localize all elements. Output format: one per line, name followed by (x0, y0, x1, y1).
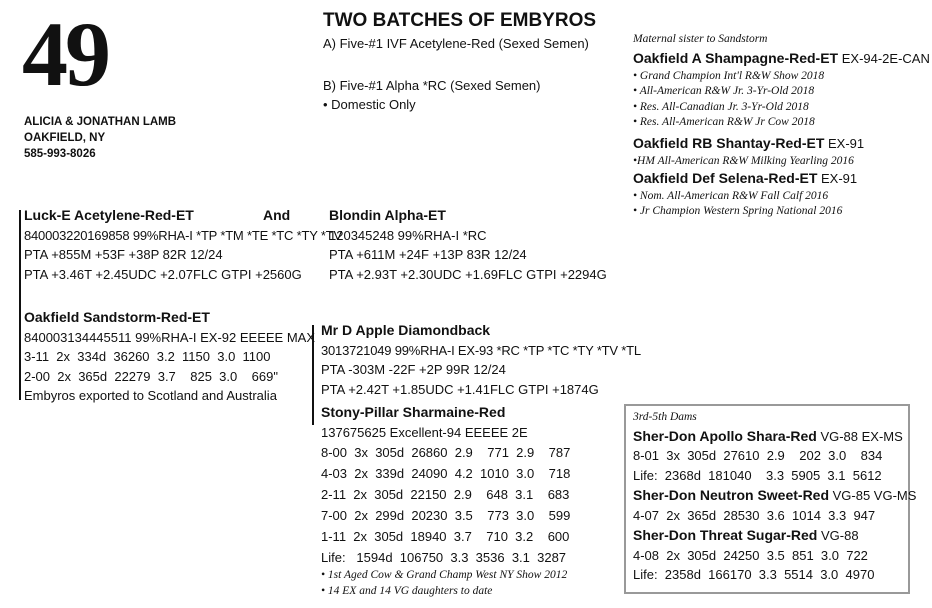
sister-1-note: • Grand Champion Int'l R&W Show 2018 (633, 69, 825, 82)
sire-1-pta-production: PTA +855M +53F +38P 82R 12/24 (24, 247, 223, 262)
batch-b: B) Five-#1 Alpha *RC (Sexed Semen) (323, 78, 541, 93)
granddam-record: 7-00 2x 299d 20230 3.5 773 3.0 599 (321, 508, 571, 523)
consignor-name: ALICIA & JONATHAN LAMB (24, 116, 177, 128)
domestic-note: • Domestic Only (323, 97, 416, 112)
dam-name: Oakfield Sandstorm-Red-ET (24, 309, 210, 325)
sister-3-name: Oakfield Def Selena-Red-ET (633, 170, 818, 186)
dams-box-content (633, 410, 916, 585)
granddam-name: Stony-Pillar Sharmaine-Red (321, 404, 506, 420)
sire-1-pta-type: PTA +3.46T +2.45UDC +2.07FLC GTPI +2560G (24, 266, 302, 282)
granddam-note: • 1st Aged Cow & Grand Champ West NY Show 2012 (321, 569, 568, 581)
fourth-dam-score: VG-85 VG-MS (829, 488, 917, 503)
sire-2-block (329, 205, 607, 284)
fourth-dam-record: 4-07 2x 365d 28530 3.6 1014 3.3 947 (633, 507, 876, 523)
granddam-lifetime: Life: 1594d 106750 3.3 3536 3.1 3287 (321, 550, 567, 565)
dams-box-heading: 3rd-5th Dams (633, 411, 697, 423)
sister-1-name: Oakfield A Shampagne-Red-ET (633, 50, 839, 66)
sire-1-registration: 840003220169858 99%RHA-I *TP *TM *TE *TC *TY *TV (24, 227, 342, 243)
dam-note: Embyros exported to Scotland and Australia (24, 388, 277, 403)
sire-2-registration: 120345248 99%RHA-I *RC (329, 227, 487, 243)
sister-2-score: EX-91 (824, 136, 865, 151)
damsire-registration: 3013721049 99%RHA-I EX-93 *RC *TP *TC *TY *TV *TL (321, 342, 641, 358)
sister-2-name: Oakfield RB Shantay-Red-ET (633, 135, 825, 151)
granddam-record: 8-00 3x 305d 26860 2.9 771 2.9 787 (321, 445, 571, 460)
sire-1-block (24, 205, 342, 284)
sister-3-score: EX-91 (817, 171, 858, 186)
third-dam-record: 8-01 3x 305d 27610 2.9 202 3.0 834 (633, 448, 883, 463)
fourth-dam-name: Sher-Don Neutron Sweet-Red (633, 487, 830, 503)
fifth-dam-lifetime: Life: 2358d 166170 3.3 5514 3.0 4970 (633, 567, 875, 582)
fifth-dam-name: Sher-Don Threat Sugar-Red (633, 527, 818, 543)
sire-2-name: Blondin Alpha-ET (329, 207, 446, 223)
sister-2-note: •HM All-American R&W Milking Yearling 2016 (633, 154, 854, 167)
granddam-registration: 137675625 Excellent-94 EEEEE 2E (321, 424, 528, 440)
sister-1-note: • All-American R&W Jr. 3-Yr-Old 2018 (633, 85, 815, 97)
dam-block (24, 307, 315, 406)
granddam-record: 2-11 2x 305d 22150 2.9 648 3.1 683 (321, 487, 570, 502)
granddam-block (321, 402, 570, 599)
damsire-block (321, 320, 641, 399)
consignor-phone: 585-993-8026 (24, 148, 96, 160)
granddam-record: 4-03 2x 339d 24090 4.2 1010 3.0 718 (321, 466, 571, 481)
pedigree-bracket (19, 210, 21, 400)
sires-connector: And (263, 207, 291, 223)
sire-1-name: Luck-E Acetylene-Red-ET (24, 207, 194, 223)
sister-3-note: • Nom. All-American R&W Fall Calf 2016 (633, 189, 829, 202)
maternal-sister-2 (633, 133, 864, 169)
dam-record: 2-00 2x 365d 22279 3.7 825 3.0 669" (24, 368, 278, 384)
third-dam-lifetime: Life: 2368d 181040 3.3 5905 3.1 5612 (633, 467, 882, 483)
offering-title: TWO BATCHES OF EMBYROS (323, 10, 597, 31)
sire-2-pta-production: PTA +611M +24F +13P 83R 12/24 (329, 247, 527, 262)
granddam-note: • 14 EX and 14 VG daughters to date (321, 584, 493, 597)
consignor-location: OAKFIELD, NY (24, 132, 106, 144)
maternal-sister-1 (633, 48, 930, 131)
sister-1-note: • Res. All-Canadian Jr. 3-Yr-Old 2018 (633, 100, 809, 113)
batch-a: A) Five-#1 IVF Acetylene-Red (Sexed Semen) (323, 36, 589, 51)
maternal-sister-3 (633, 168, 857, 220)
sire-2-pta-type: PTA +2.93T +2.30UDC +1.69FLC GTPI +2294G (329, 266, 607, 282)
third-dam-name: Sher-Don Apollo Shara-Red (633, 427, 817, 444)
consignor-block (24, 114, 176, 162)
granddam-record: 1-11 2x 305d 18940 3.7 710 3.2 600 (321, 529, 570, 544)
lot-number: 49 (22, 3, 108, 105)
third-dam-score: VG-88 EX-MS (816, 428, 903, 444)
dam-registration: 840003134445511 99%RHA-I EX-92 EEEEE MAX (24, 329, 315, 345)
sister-1-score: EX-94-2E-CAN (838, 51, 930, 66)
damsire-pta-type: PTA +2.42T +1.85UDC +1.41FLC GTPI +1874G (321, 381, 599, 397)
sister-3-note: • Jr Champion Western Spring National 2016 (633, 205, 843, 217)
fifth-dam-record: 4-08 2x 305d 24250 3.5 851 3.0 722 (633, 547, 868, 563)
sister-1-note: • Res. All-American R&W Jr Cow 2018 (633, 116, 815, 128)
fifth-dam-score: VG-88 (817, 528, 859, 543)
damsire-pta-production: PTA -303M -22F +2P 99R 12/24 (321, 362, 506, 377)
damsire-name: Mr D Apple Diamondback (321, 322, 491, 338)
maternal-intro: Maternal sister to Sandstorm (633, 33, 768, 45)
dam-record: 3-11 2x 334d 36260 3.2 1150 3.0 1100 (24, 349, 271, 364)
